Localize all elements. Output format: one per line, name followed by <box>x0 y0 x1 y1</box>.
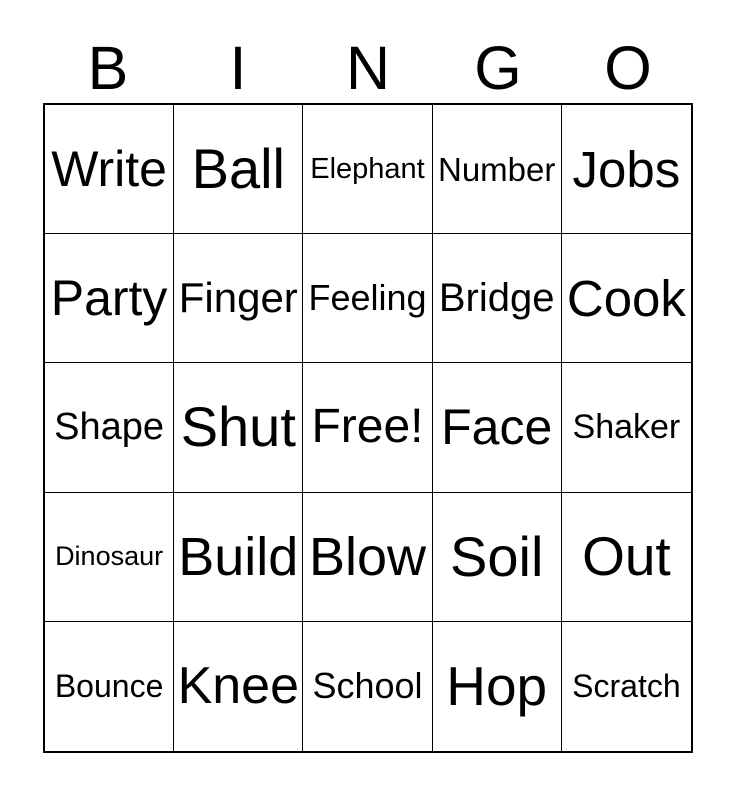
cell-bridge[interactable]: Bridge <box>433 234 562 363</box>
cell-knee[interactable]: Knee <box>174 622 303 751</box>
cell-out[interactable]: Out <box>562 493 691 622</box>
cell-shaker[interactable]: Shaker <box>562 363 691 492</box>
cell-hop[interactable]: Hop <box>433 622 562 751</box>
bingo-letter-i: I <box>229 34 247 102</box>
cell-dinosaur[interactable]: Dinosaur <box>45 493 174 622</box>
cell-party[interactable]: Party <box>45 234 174 363</box>
cell-blow[interactable]: Blow <box>303 493 432 622</box>
bingo-letter-o: O <box>604 34 652 102</box>
bingo-letter-b: B <box>87 34 129 102</box>
cell-face[interactable]: Face <box>433 363 562 492</box>
cell-free-space[interactable]: Free! <box>303 363 432 492</box>
bingo-letter-n: N <box>345 34 391 102</box>
cell-number[interactable]: Number <box>433 105 562 234</box>
cell-soil[interactable]: Soil <box>433 493 562 622</box>
cell-elephant[interactable]: Elephant <box>303 105 432 234</box>
bingo-grid <box>43 103 693 753</box>
cell-finger[interactable]: Finger <box>174 234 303 363</box>
cell-scratch[interactable]: Scratch <box>572 668 681 705</box>
cell-bounce[interactable]: Bounce <box>45 622 174 751</box>
cell-jobs[interactable]: Jobs <box>562 105 691 234</box>
cell-shut[interactable]: Shut <box>174 363 303 492</box>
cell-build[interactable]: Build <box>174 493 303 622</box>
bingo-header <box>43 0 693 103</box>
cell-shape[interactable]: Shape <box>45 363 174 492</box>
cell-school[interactable]: School <box>303 622 432 751</box>
cell-feeling[interactable]: Feeling <box>303 234 432 363</box>
cell-cook[interactable]: Cook <box>562 234 691 363</box>
cell-ball[interactable]: Ball <box>174 105 303 234</box>
bingo-letter-g: G <box>474 34 522 102</box>
cell-write[interactable]: Write <box>45 105 174 234</box>
